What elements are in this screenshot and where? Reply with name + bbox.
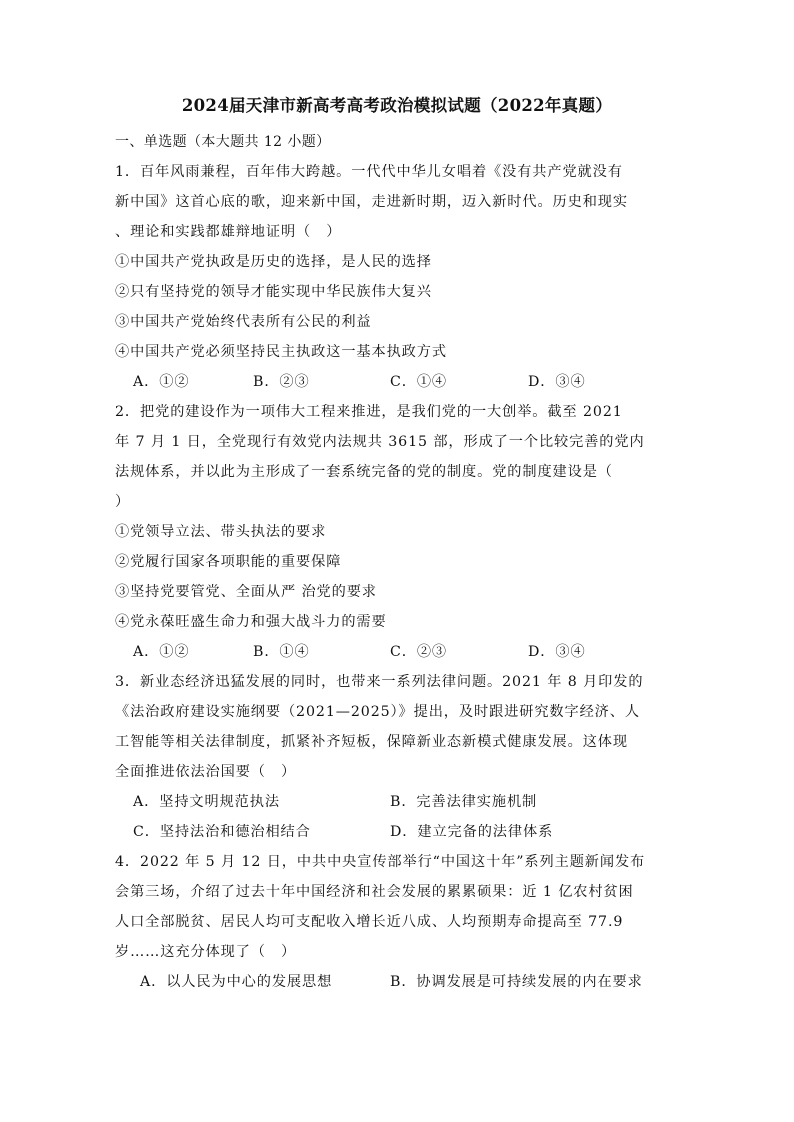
question-4-option-b: B．协调发展是可持续发展的内在要求 bbox=[390, 974, 643, 990]
question-3-line: 工智能等相关法律制度，抓紧补齐短板，保障新业态新模式健康发展。这体现 bbox=[115, 734, 628, 750]
question-1-statement: ④中国共产党必须坚持民主执政这一基本执政方式 bbox=[115, 344, 447, 360]
question-1-statement: ②只有坚持党的领导才能实现中华民族伟大复兴 bbox=[115, 284, 432, 300]
question-2-statement: ③坚持党要管党、全面从严 治党的要求 bbox=[115, 584, 377, 600]
question-2-statement: ①党领导立法、带头执法的要求 bbox=[115, 524, 327, 540]
question-4-line: 人口全部脱贫、居民人均可支配收入增长近八成、人均预期寿命提高至 77.9 bbox=[115, 914, 624, 930]
question-3-option-d: D．建立完备的法律体系 bbox=[390, 824, 554, 840]
question-1-line: 1．百年风雨兼程，百年伟大跨越。一代代中华儿女唱着《没有共产党就没有 bbox=[115, 164, 623, 180]
question-2-line: ） bbox=[115, 494, 131, 510]
question-3-option-a: A．坚持文明规范执法 bbox=[133, 794, 280, 810]
question-1-line: 、理论和实践都雄辩地证明（ ） bbox=[115, 224, 342, 240]
question-1-line: 新中国》这首心底的歌，迎来新中国，走进新时期，迈入新时代。历史和现实 bbox=[115, 194, 628, 210]
question-1-option-c: C．①④ bbox=[390, 374, 448, 390]
question-3-option-c: C．坚持法治和德治相结合 bbox=[133, 824, 311, 840]
question-4-line: 会第三场，介绍了过去十年中国经济和社会发展的累累硕果：近 1 亿农村贫困 bbox=[115, 884, 634, 900]
question-2-statement: ②党履行国家各项职能的重要保障 bbox=[115, 554, 342, 570]
question-3-line: 3．新业态经济迅猛发展的同时，也带来一系列法律问题。2021 年 8 月印发的 bbox=[115, 674, 644, 690]
question-1-option-a: A．①② bbox=[133, 374, 190, 390]
question-1-option-d: D．③④ bbox=[528, 374, 586, 390]
question-2-option-b: B．①④ bbox=[253, 644, 310, 660]
question-1-option-b: B．②③ bbox=[253, 374, 310, 390]
question-3-line: 全面推进依法治国要（ ） bbox=[115, 764, 297, 780]
question-2-line: 法规体系，并以此为主形成了一套系统完备的党的制度。党的制度建设是（ bbox=[115, 464, 613, 480]
question-4-option-a: A．以人民为中心的发展思想 bbox=[140, 974, 333, 990]
question-1-statement: ①中国共产党执政是历史的选择，是人民的选择 bbox=[115, 254, 432, 270]
question-2-line: 年 7 月 1 日，全党现行有效党内法规共 3615 部，形成了一个比较完善的党内 bbox=[115, 434, 645, 450]
question-4-line: 4．2022 年 5 月 12 日，中共中央宣传部举行“中国这十年”系列主题新闻发布 bbox=[115, 854, 646, 870]
section-heading: 一、单选题（本大题共 12 小题） bbox=[115, 134, 331, 150]
question-2-option-a: A．①② bbox=[133, 644, 190, 660]
question-3-line: 《法治政府建设实施纲要（2021—2025）》提出，及时跟进研究数字经济、人 bbox=[115, 704, 640, 720]
page-title: 2024届天津市新高考高考政治模拟试题（2022年真题） bbox=[181, 96, 613, 115]
question-2-option-c: C．②③ bbox=[390, 644, 448, 660]
question-2-line: 2．把党的建设作为一项伟大工程来推进，是我们党的一大创举。截至 2021 bbox=[115, 404, 623, 420]
question-3-option-b: B．完善法律实施机制 bbox=[390, 794, 538, 810]
question-2-option-d: D．③④ bbox=[528, 644, 586, 660]
question-1-statement: ③中国共产党始终代表所有公民的利益 bbox=[115, 314, 372, 330]
question-2-statement: ④党永葆旺盛生命力和强大战斗力的需要 bbox=[115, 614, 387, 630]
question-4-line: 岁……这充分体现了（ ） bbox=[115, 944, 297, 960]
